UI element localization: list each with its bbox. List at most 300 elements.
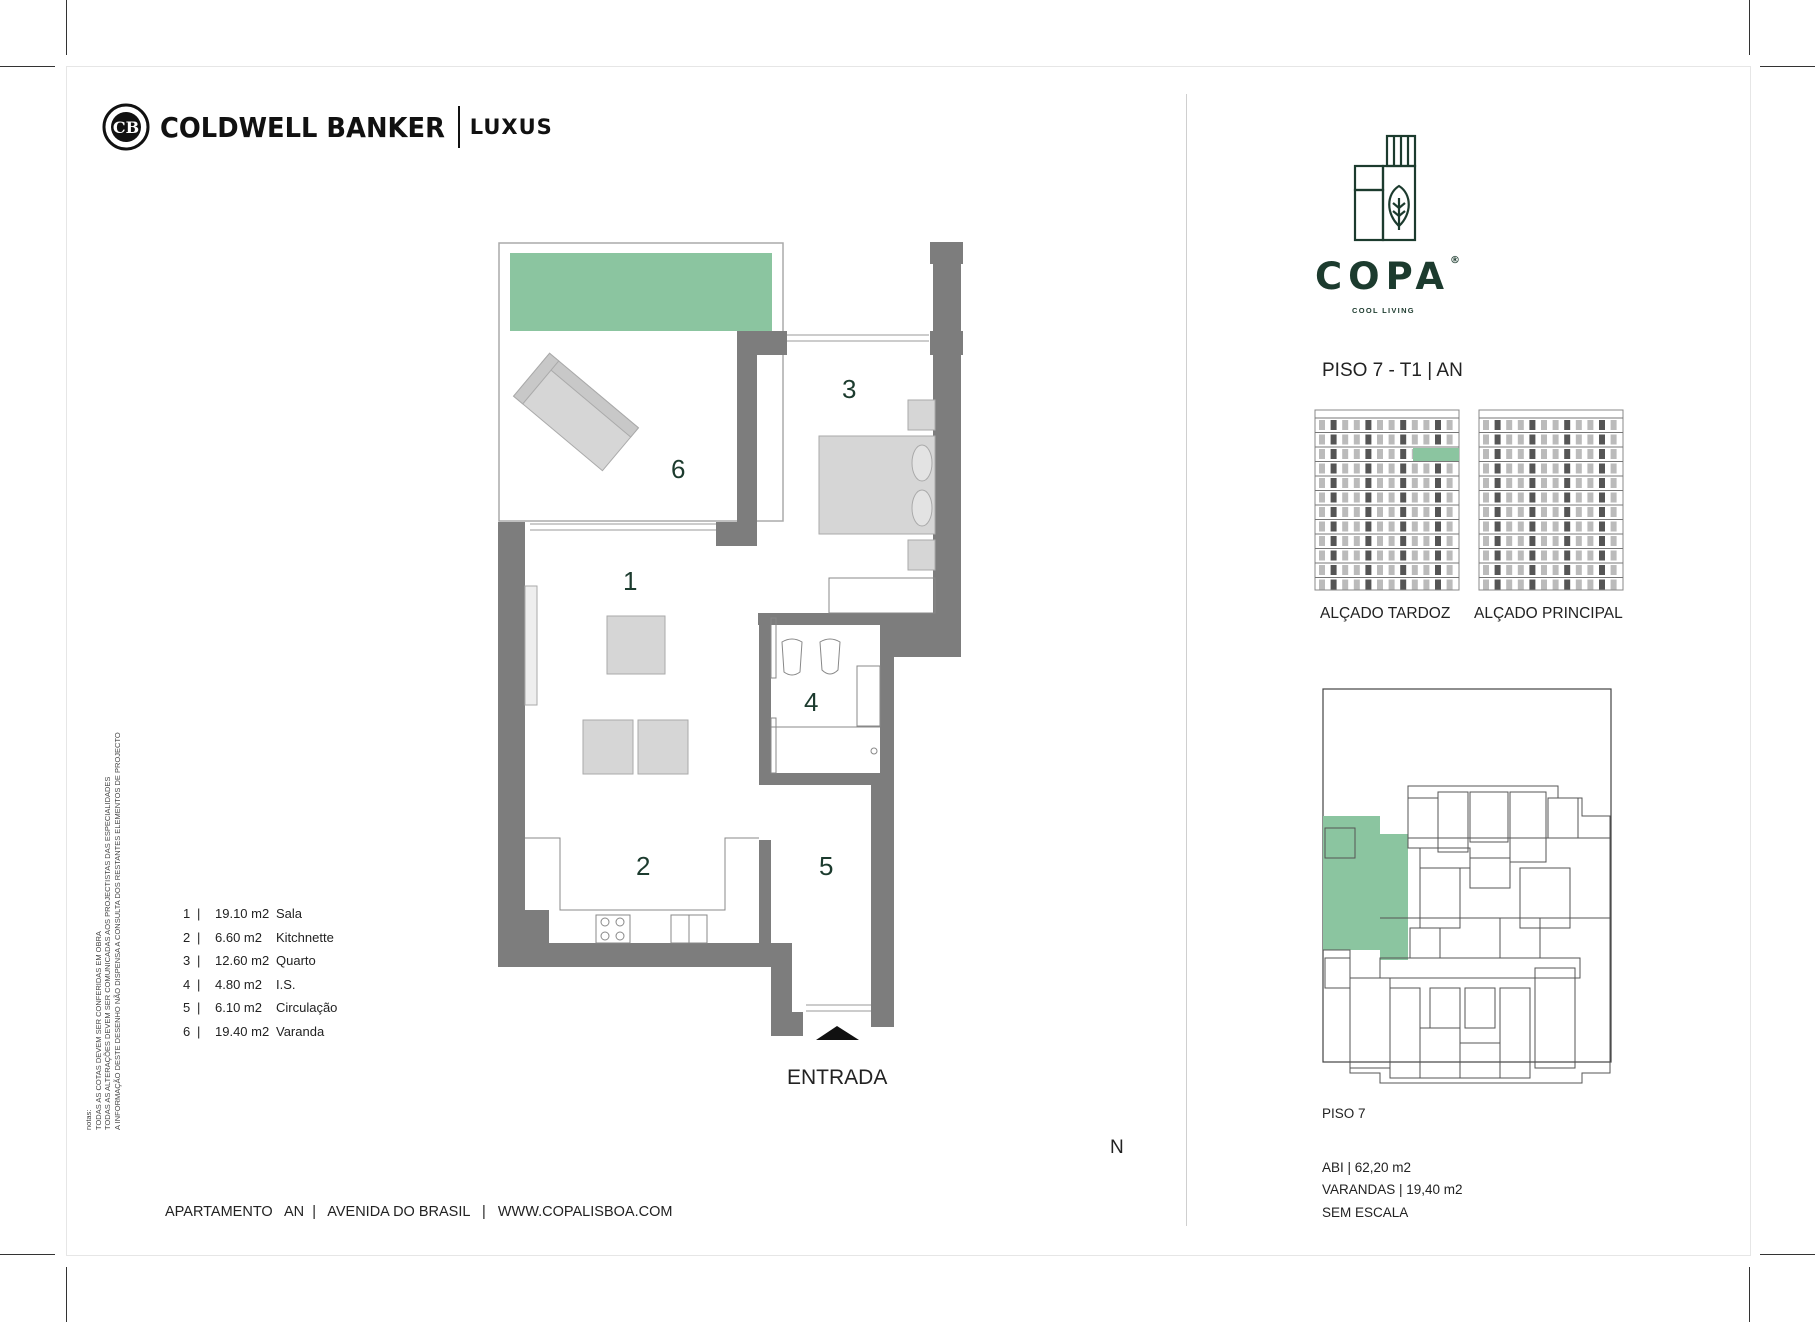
elevation-highlight [1413,448,1459,461]
window [1611,536,1617,546]
window [1587,551,1593,561]
crop-mark [1760,1254,1815,1255]
window [1342,565,1348,575]
window [1435,420,1441,430]
window [1412,580,1418,590]
window [1412,551,1418,561]
window [1564,565,1570,575]
window [1564,507,1570,517]
window [1495,449,1501,459]
window [1599,478,1605,488]
footer-line: APARTAMENTO AN | AVENIDA DO BRASIL | WWW.COPALISBOA.COM [165,1204,673,1220]
room-number-6: 6 [671,454,686,484]
window [1447,536,1453,546]
window [1389,507,1395,517]
window [1611,522,1617,532]
window [1342,420,1348,430]
window [1506,493,1512,503]
window [1365,551,1371,561]
window [1506,449,1512,459]
window [1342,478,1348,488]
crop-mark [1749,1267,1750,1322]
room-number-5: 5 [819,851,834,881]
window [1529,493,1535,503]
elevation-front [1477,406,1625,592]
bathroom-fixtures [771,578,935,773]
window [1412,565,1418,575]
window [1587,580,1593,590]
window [1541,435,1547,445]
window [1400,478,1406,488]
window [1331,464,1337,474]
window [1611,435,1617,445]
window [1354,493,1360,503]
window [1377,435,1383,445]
window [1400,435,1406,445]
window [1599,449,1605,459]
window [1587,536,1593,546]
window [1389,580,1395,590]
window [1447,522,1453,532]
window [1435,507,1441,517]
window [1529,522,1535,532]
window [1483,449,1489,459]
elevation-front-label: ALÇADO PRINCIPAL [1474,605,1623,622]
window [1553,536,1559,546]
window [1331,435,1337,445]
footer-website[interactable]: WWW.COPALISBOA.COM [497,1204,673,1220]
window [1377,493,1383,503]
window [1319,493,1325,503]
window [1529,565,1535,575]
copa-wordmark: COPA® [1315,255,1460,298]
window [1377,522,1383,532]
window [1611,420,1617,430]
window [1412,478,1418,488]
window [1365,420,1371,430]
key-plan-highlight [1323,816,1408,960]
window [1423,522,1429,532]
window [1319,464,1325,474]
window [1518,464,1524,474]
window [1564,420,1570,430]
window [1541,507,1547,517]
window [1564,464,1570,474]
column-divider [1186,94,1187,1226]
drawing-notes: notas: TODAS AS COTAS DEVEM SER CONFERIDAS EM OBRA TODAS AS ALTERAÇÕES DEVEM SER COMUNICADAS AOS PROJECTISTAS DAS ESPECIALIDADES A INFORMAÇÃO DESTE DESENHO NÃO DISPENSA A CONSULTA DOS RESTANTES ELEMENTOS DE PROJECTO [84,732,122,1130]
window [1319,420,1325,430]
window [1587,464,1593,474]
window [1518,449,1524,459]
window [1365,493,1371,503]
window [1587,507,1593,517]
window [1423,507,1429,517]
window [1587,522,1593,532]
window [1506,435,1512,445]
window [1506,536,1512,546]
window [1564,580,1570,590]
window [1319,551,1325,561]
crop-mark [0,1254,55,1255]
window [1553,464,1559,474]
window [1365,478,1371,488]
window [1599,464,1605,474]
window [1553,580,1559,590]
window [1529,536,1535,546]
window [1611,449,1617,459]
window [1576,493,1582,503]
window [1354,464,1360,474]
window [1506,478,1512,488]
window [1331,580,1337,590]
window [1377,478,1383,488]
window [1611,493,1617,503]
window [1529,507,1535,517]
window [1400,464,1406,474]
window [1319,536,1325,546]
window [1483,536,1489,546]
window [1365,565,1371,575]
window [1447,507,1453,517]
window [1319,449,1325,459]
window [1389,478,1395,488]
window [1529,551,1535,561]
window [1506,565,1512,575]
window [1541,565,1547,575]
window [1587,478,1593,488]
window [1495,464,1501,474]
window [1435,435,1441,445]
window [1611,565,1617,575]
legend-row: 6 | 19.40 m2 Varanda [183,1023,325,1039]
window [1576,435,1582,445]
window [1495,507,1501,517]
window [1518,536,1524,546]
window [1389,420,1395,430]
window [1331,493,1337,503]
window [1587,449,1593,459]
window [1541,522,1547,532]
window [1389,565,1395,575]
window [1412,536,1418,546]
window [1423,565,1429,575]
window [1342,493,1348,503]
copa-leaf-building-icon [1350,134,1418,242]
window [1377,507,1383,517]
window [1389,536,1395,546]
window [1587,420,1593,430]
window [1331,522,1337,532]
window [1483,435,1489,445]
window [1518,493,1524,503]
room-number-2: 2 [636,851,651,881]
window [1331,449,1337,459]
window [1587,565,1593,575]
key-plan-label: PISO 7 [1322,1106,1366,1121]
window [1529,464,1535,474]
window [1483,464,1489,474]
window [1423,580,1429,590]
window [1495,493,1501,503]
window [1483,565,1489,575]
window [1518,478,1524,488]
window [1553,493,1559,503]
window [1553,522,1559,532]
window [1506,580,1512,590]
window [1423,493,1429,503]
room-number-4: 4 [804,687,819,717]
window [1576,551,1582,561]
window [1564,551,1570,561]
window [1599,420,1605,430]
window [1576,507,1582,517]
window [1400,536,1406,546]
window [1389,551,1395,561]
window [1400,522,1406,532]
window [1541,478,1547,488]
window [1389,493,1395,503]
window [1495,565,1501,575]
window [1529,420,1535,430]
window [1400,551,1406,561]
window [1553,420,1559,430]
window [1435,551,1441,561]
window [1412,420,1418,430]
brand-sub: LUXUS [469,115,553,139]
window [1423,464,1429,474]
window [1354,536,1360,546]
entrance-arrow-icon [816,1026,859,1040]
window [1319,507,1325,517]
window [1400,493,1406,503]
window [1576,420,1582,430]
window [1319,565,1325,575]
window [1435,565,1441,575]
window [1564,522,1570,532]
window [1483,580,1489,590]
window [1423,420,1429,430]
window [1447,420,1453,430]
window [1576,464,1582,474]
window [1365,449,1371,459]
window [1495,580,1501,590]
window [1587,493,1593,503]
window [1541,536,1547,546]
walls [498,242,963,1036]
window [1354,522,1360,532]
copa-tagline: COOL LIVING [1352,306,1415,315]
window [1611,507,1617,517]
window [1447,565,1453,575]
floor-title: PISO 7 - T1 | AN [1322,360,1463,381]
elevation-rear [1313,406,1461,592]
window [1564,536,1570,546]
window [1354,580,1360,590]
window [1564,493,1570,503]
brand-name: COLDWELL BANKER [160,110,445,144]
window [1611,551,1617,561]
window [1518,551,1524,561]
window [1541,580,1547,590]
window [1435,536,1441,546]
window [1553,565,1559,575]
svg-text:CB: CB [112,118,140,137]
window [1412,464,1418,474]
window [1400,565,1406,575]
window [1319,580,1325,590]
window [1447,478,1453,488]
window [1611,464,1617,474]
window [1599,507,1605,517]
legend-row: 5 | 6.10 m2 Circulação [183,1000,338,1015]
window [1553,507,1559,517]
window [1599,580,1605,590]
furniture [514,353,935,774]
window [1423,478,1429,488]
window [1576,449,1582,459]
window [1412,493,1418,503]
window [1529,435,1535,445]
window [1447,580,1453,590]
key-plan [1320,688,1615,1088]
window [1377,449,1383,459]
window [1331,478,1337,488]
window [1331,565,1337,575]
elevation-rear-label: ALÇADO TARDOZ [1320,605,1451,622]
window [1541,449,1547,459]
window [1354,420,1360,430]
window [1365,522,1371,532]
window [1435,478,1441,488]
window [1564,449,1570,459]
window [1506,420,1512,430]
window [1435,464,1441,474]
legend-row: 3 | 12.60 m2 Quarto [183,953,316,968]
room-legend [183,902,337,1043]
window [1365,435,1371,445]
window [1412,435,1418,445]
window [1342,522,1348,532]
room-number-3: 3 [842,374,857,404]
window [1529,449,1535,459]
window [1435,580,1441,590]
window [1495,478,1501,488]
window [1483,551,1489,561]
scale-note: SEM ESCALA [1322,1205,1409,1220]
window [1389,435,1395,445]
window [1483,493,1489,503]
window [1599,493,1605,503]
window [1495,536,1501,546]
window [1518,420,1524,430]
window [1506,464,1512,474]
window [1553,449,1559,459]
north-label: N [1110,1137,1124,1158]
window [1553,435,1559,445]
window [1377,565,1383,575]
window [1331,420,1337,430]
crop-mark [1749,0,1750,55]
window [1423,435,1429,445]
window [1377,536,1383,546]
window [1342,449,1348,459]
window [1553,551,1559,561]
window [1447,464,1453,474]
window [1354,507,1360,517]
window [1611,478,1617,488]
window [1541,551,1547,561]
window [1587,435,1593,445]
window [1495,435,1501,445]
window [1447,493,1453,503]
window [1576,565,1582,575]
window [1377,580,1383,590]
window [1483,420,1489,430]
window [1435,493,1441,503]
window [1506,507,1512,517]
crop-mark [66,1267,67,1322]
window [1389,522,1395,532]
window [1518,522,1524,532]
window [1447,551,1453,561]
abi-area: ABI | 62,20 m2 [1322,1160,1412,1175]
window [1365,536,1371,546]
room-number-1: 1 [623,566,638,596]
window [1599,551,1605,561]
window [1400,449,1406,459]
window [1400,420,1406,430]
entrance-label: ENTRADA [787,1066,888,1089]
window [1400,580,1406,590]
legend-row: 1 | 19.10 m2 Sala [183,906,303,921]
window [1599,536,1605,546]
window [1599,435,1605,445]
window [1529,580,1535,590]
window [1564,478,1570,488]
window [1483,522,1489,532]
varandas-area: VARANDAS | 19,40 m2 [1322,1182,1463,1197]
window [1495,420,1501,430]
window [1354,478,1360,488]
window [1576,536,1582,546]
window [1483,507,1489,517]
window [1599,522,1605,532]
window [1331,507,1337,517]
window [1495,522,1501,532]
window [1354,565,1360,575]
legend-row: 2 | 6.60 m2 Kitchnette [183,929,334,945]
window [1529,478,1535,488]
window [1541,493,1547,503]
window [1412,507,1418,517]
window [1576,478,1582,488]
window [1365,507,1371,517]
window [1599,565,1605,575]
window [1377,420,1383,430]
window [1423,536,1429,546]
crop-mark [1760,66,1815,67]
window [1564,435,1570,445]
window [1447,435,1453,445]
window [1342,507,1348,517]
window [1377,551,1383,561]
window [1354,449,1360,459]
window [1342,536,1348,546]
window [1342,464,1348,474]
window [1506,551,1512,561]
window [1331,551,1337,561]
window [1319,435,1325,445]
